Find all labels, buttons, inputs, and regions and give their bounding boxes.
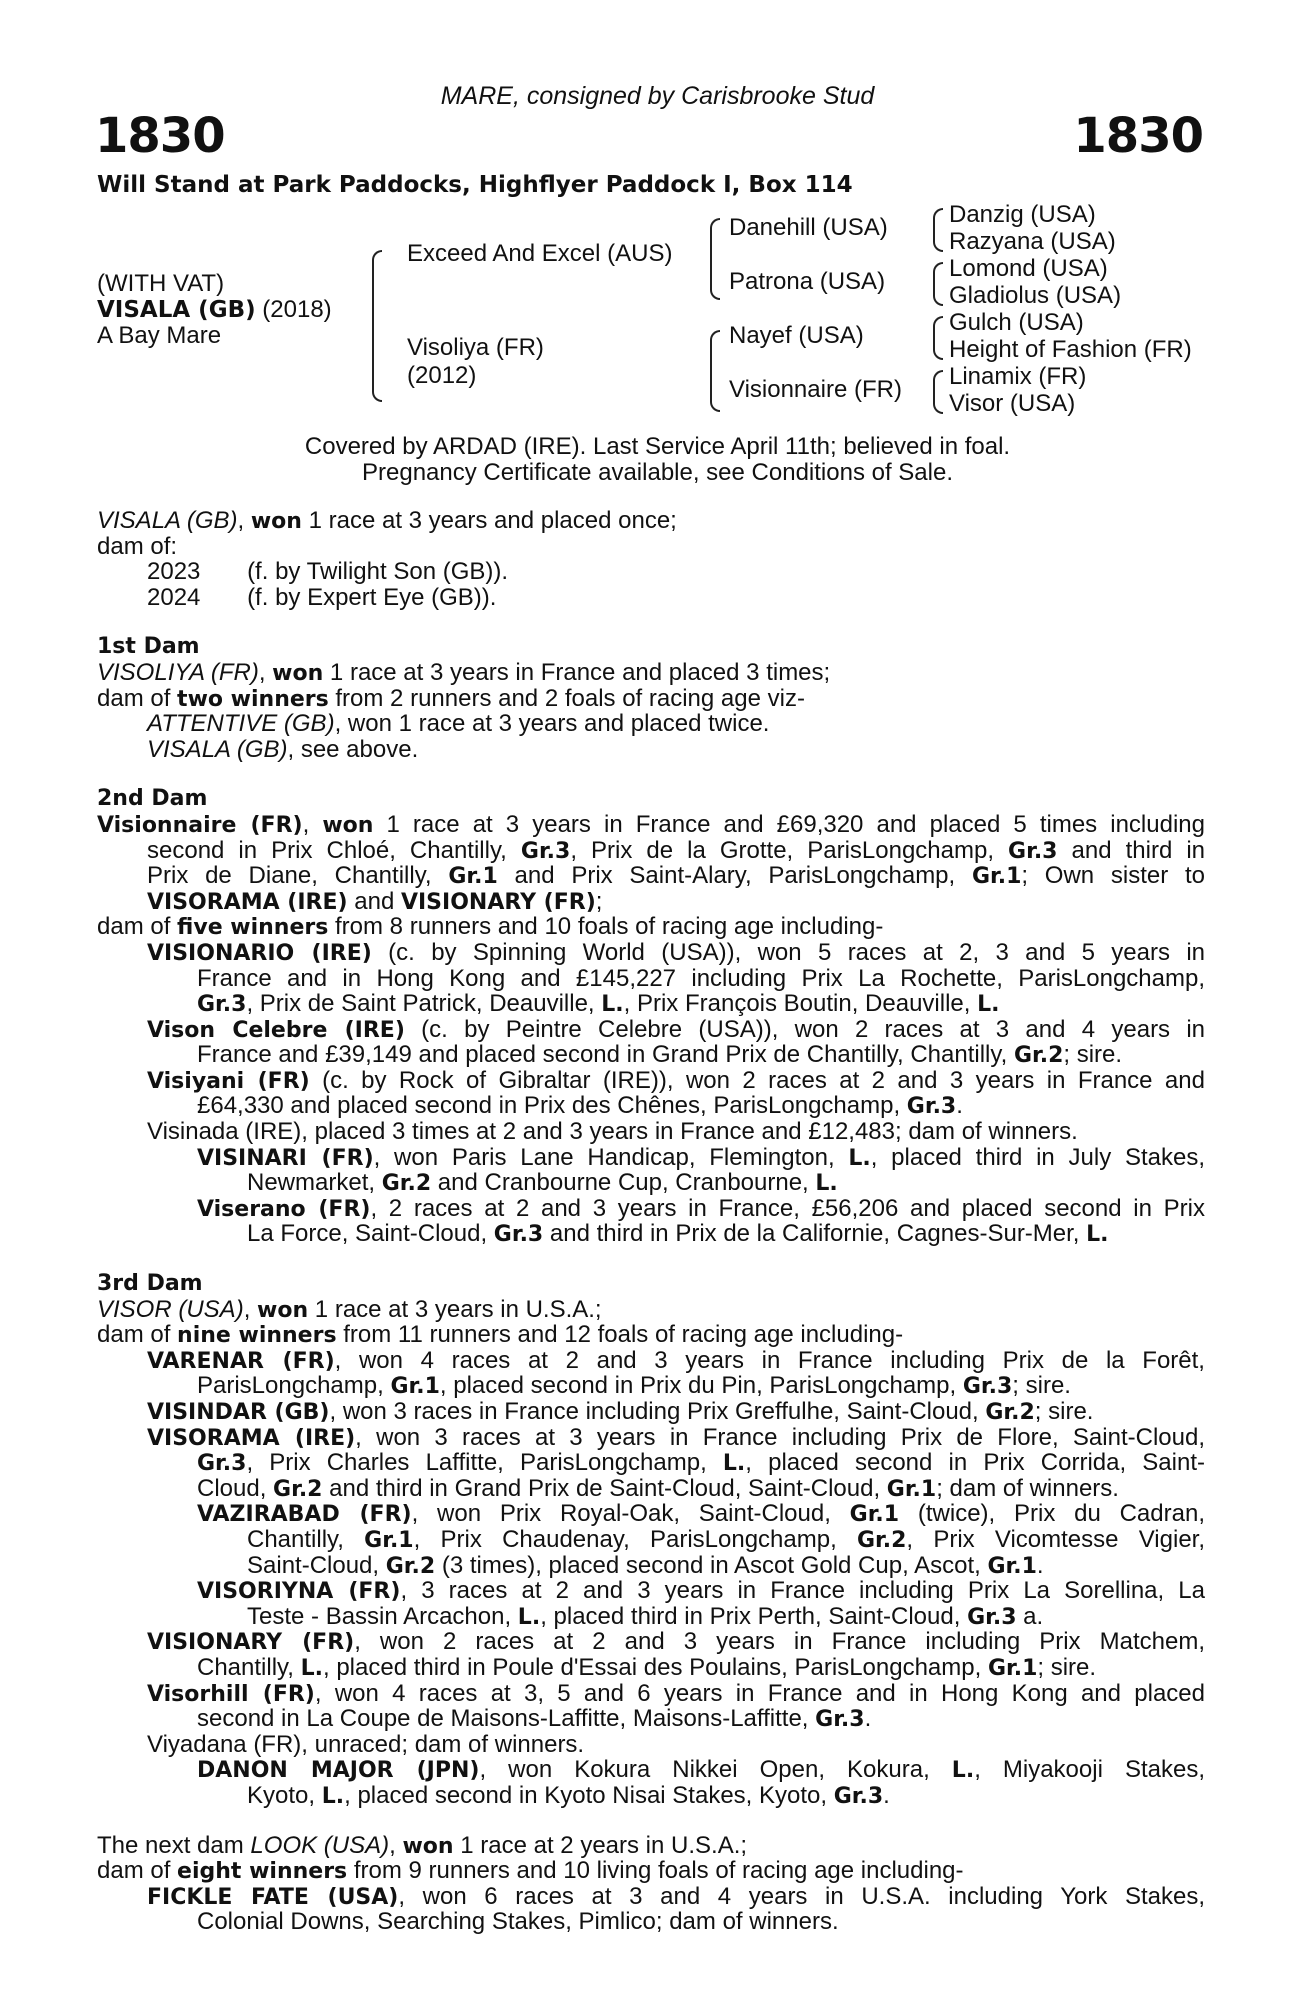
pedigree-brace-g4 (933, 370, 943, 414)
pedigree-sire-dam: Patrona (USA) (729, 268, 886, 295)
catalogue-line: La Force, Saint-Cloud, Gr.3 and third in Prix de la Californie, Cagnes-Sur-Mer, L. (247, 1220, 1109, 1248)
catalogue-line: FICKLE FATE (USA), won 6 races at 3 and 4 years in U.S.A. including York Stakes, (147, 1882, 1206, 1910)
section-heading: 1st Dam (97, 634, 200, 660)
pedigree-brace-g3 (933, 316, 943, 360)
catalogue-line: £64,330 and placed second in Prix des Chênes, ParisLongchamp, Gr.3. (197, 1092, 963, 1120)
catalogue-line: VAZIRABAD (FR), won Prix Royal-Oak, Saint-Cloud, Gr.1 (twice), Prix du Cadran, (197, 1500, 1205, 1528)
catalogue-line: second in Prix Chloé, Chantilly, Gr.3, Prix de la Grotte, ParisLongchamp, Gr.3 and third in (147, 836, 1205, 864)
horse-year: (2018) (262, 296, 332, 323)
catalogue-line: Colonial Downs, Searching Stakes, Pimlico; dam of winners. (197, 1908, 839, 1936)
consignment-line: MARE, consigned by Carisbrooke Stud (440, 82, 875, 110)
catalogue-line: Kyoto, L., placed second in Kyoto Nisai Stakes, Kyoto, Gr.3. (247, 1781, 890, 1809)
catalogue-line: Visinada (IRE), placed 3 times at 2 and 3 years in France and £12,483; dam of winners. (147, 1118, 1078, 1146)
catalogue-line: VISOLIYA (FR), won 1 race at 3 years in France and placed 3 times; (97, 658, 831, 686)
catalogue-line: Vison Celebre (IRE) (c. by Peintre Celebre (USA)), won 2 races at 3 and 4 years in (147, 1015, 1206, 1043)
section-gap (97, 1809, 1205, 1833)
catalogue-line: VISORAMA (IRE) and VISIONARY (FR); (147, 887, 603, 915)
covering-line-2: Pregnancy Certificate available, see Conditions of Sale. (362, 459, 953, 486)
catalogue-line: dam of: (97, 532, 178, 560)
catalogue-line: 2023 (f. by Twilight Son (GB)). (147, 558, 509, 586)
catalogue-line: Chantilly, Gr.1, Prix Chaudenay, ParisLongchamp, Gr.2, Prix Vicomtesse Vigier, (247, 1525, 1206, 1553)
pedigree-g3-2: Razyana (USA) (949, 228, 1116, 255)
catalogue-line: second in La Coupe de Maisons-Laffitte, Maisons-Laffitte, Gr.3. (197, 1705, 872, 1733)
catalogue-line: Visorhill (FR), won 4 races at 3, 5 and 6 years in France and in Hong Kong and placed (147, 1679, 1205, 1707)
horse-name: VISALA (GB) (97, 297, 256, 323)
section-heading: 3rd Dam (97, 1271, 203, 1297)
pedigree-brace-sire (710, 218, 720, 300)
pedigree-brace-g2 (933, 262, 943, 306)
catalogue-line: VISOR (USA), won 1 race at 3 years in U.S.A.; (97, 1295, 602, 1323)
section-gap (97, 610, 1205, 634)
pedigree-brace-g1 (933, 208, 943, 252)
pedigree-g3-7: Linamix (FR) (949, 363, 1087, 390)
catalogue-line: VISALA (GB), won 1 race at 3 years and placed once; (97, 507, 677, 534)
catalogue-line: ParisLongchamp, Gr.1, placed second in Prix du Pin, ParisLongchamp, Gr.3; sire. (197, 1372, 1071, 1400)
catalogue-line: VISINARI (FR), won Paris Lane Handicap, Flemington, L., placed third in July Stakes, (197, 1143, 1205, 1171)
catalogue-line: dam of eight winners from 9 runners and 10 living foals of racing age including- (97, 1857, 964, 1885)
pedigree-sire: Exceed And Excel (AUS) (407, 240, 673, 267)
catalogue-line: VISALA (GB), see above. (147, 735, 419, 763)
catalogue-line: VISIONARY (FR), won 2 races at 2 and 3 years in France including Prix Matchem, (147, 1628, 1205, 1656)
catalogue-line: Prix de Diane, Chantilly, Gr.1 and Prix Saint-Alary, ParisLongchamp, Gr.1; Own sister to (147, 862, 1206, 890)
vat-note: (WITH VAT) (97, 270, 225, 297)
pedigree-g3-8: Visor (USA) (949, 390, 1076, 417)
pedigree-brace-dam (710, 330, 720, 412)
pedigree-dam: Visoliya (FR) (407, 334, 544, 361)
lot-number-right: 1830 (1073, 108, 1203, 164)
section-heading: 2nd Dam (97, 786, 208, 812)
catalogue-line: France and £39,149 and placed second in Grand Prix de Chantilly, Chantilly, Gr.2; sire. (197, 1041, 1123, 1069)
catalogue-line: Newmarket, Gr.2 and Cranbourne Cup, Cranbourne, L. (247, 1169, 838, 1197)
stand-location: Will Stand at Park Paddocks, Highflyer Paddock I, Box 114 (97, 172, 853, 198)
catalogue-line: VISINDAR (GB), won 3 races in France including Prix Greffulhe, Saint-Cloud, Gr.2; sire. (147, 1398, 1094, 1425)
catalogue-line: dam of two winners from 2 runners and 2 foals of racing age viz- (97, 684, 805, 712)
pedigree-dam-dam: Visionnaire (FR) (729, 376, 902, 403)
section-gap (97, 762, 1205, 786)
catalogue-line: Saint-Cloud, Gr.2 (3 times), placed second in Ascot Gold Cup, Ascot, Gr.1. (247, 1551, 1044, 1579)
pedigree-g3-5: Gulch (USA) (949, 309, 1084, 336)
pedigree-sire-sire: Danehill (USA) (729, 214, 888, 241)
pedigree-g3-6: Height of Fashion (FR) (949, 336, 1192, 363)
catalogue-line: VISORIYNA (FR), 3 races at 2 and 3 years in France including Prix La Sorellina, La (197, 1577, 1205, 1605)
horse-description: A Bay Mare (97, 322, 222, 349)
catalogue-line: Chantilly, L., placed third in Poule d'Essai des Poulains, ParisLongchamp, Gr.1; sire. (197, 1653, 1097, 1681)
catalogue-line: Viyadana (FR), unraced; dam of winners. (147, 1730, 585, 1758)
catalogue-line: VISORAMA (IRE), won 3 races at 3 years in France including Prix de Flore, Saint-Cloud, (147, 1423, 1205, 1451)
horse-title (97, 296, 332, 324)
catalogue-line: Visionnaire (FR), won 1 race at 3 years in France and £69,320 and placed 5 times including (97, 810, 1205, 838)
catalogue-line: The next dam LOOK (USA), won 1 race at 2 years in U.S.A.; (97, 1831, 748, 1859)
pedigree-dam-sire: Nayef (USA) (729, 322, 864, 349)
pedigree-g3-3: Lomond (USA) (949, 255, 1108, 282)
catalogue-line: Visiyani (FR) (c. by Rock of Gibraltar (IRE)), won 2 races at 2 and 3 years in France and (147, 1066, 1205, 1094)
catalogue-line: ATTENTIVE (GB), won 1 race at 3 years and placed twice. (147, 710, 770, 738)
lot-number-left: 1830 (95, 108, 225, 164)
catalogue-line: 2024 (f. by Expert Eye (GB)). (147, 583, 497, 611)
pedigree-g3-4: Gladiolus (USA) (949, 282, 1122, 309)
catalogue-line: VISIONARIO (IRE) (c. by Spinning World (USA)), won 5 races at 2, 3 and 5 years in (147, 938, 1205, 966)
catalogue-line: dam of five winners from 8 runners and 10 foals of racing age including- (97, 913, 884, 941)
catalogue-line: Cloud, Gr.2 and third in Grand Prix de Saint-Cloud, Saint-Cloud, Gr.1; dam of winners. (197, 1474, 1119, 1502)
covering-line-1: Covered by ARDAD (IRE). Last Service April 11th; believed in foal. (304, 433, 1011, 460)
pedigree-brace-main (372, 250, 382, 402)
catalogue-line: DANON MAJOR (JPN), won Kokura Nikkei Open, Kokura, L., Miyakooji Stakes, (197, 1756, 1205, 1784)
catalogue-line: Gr.3, Prix Charles Laffitte, ParisLongchamp, L., placed second in Prix Corrida, Saint- (197, 1449, 1205, 1477)
catalogue-line: Teste - Bassin Arcachon, L., placed third in Prix Perth, Saint-Cloud, Gr.3 a. (247, 1602, 1044, 1630)
catalogue-line: Gr.3, Prix de Saint Patrick, Deauville, L., Prix François Boutin, Deauville, L. (197, 990, 1000, 1018)
catalogue-line: dam of nine winners from 11 runners and 12 foals of racing age including- (97, 1321, 904, 1349)
catalogue-body (97, 508, 1205, 1935)
catalogue-line: VARENAR (FR), won 4 races at 2 and 3 years in France including Prix de la Forêt, (147, 1346, 1205, 1374)
pedigree-g3-1: Danzig (USA) (949, 201, 1096, 228)
section-gap (97, 1247, 1205, 1271)
pedigree-dam-year: (2012) (407, 362, 477, 389)
catalogue-line: France and in Hong Kong and £145,227 including Prix La Rochette, ParisLongchamp, (197, 964, 1205, 992)
catalogue-line: Viserano (FR), 2 races at 2 and 3 years in France, £56,206 and placed second in Prix (197, 1194, 1205, 1222)
